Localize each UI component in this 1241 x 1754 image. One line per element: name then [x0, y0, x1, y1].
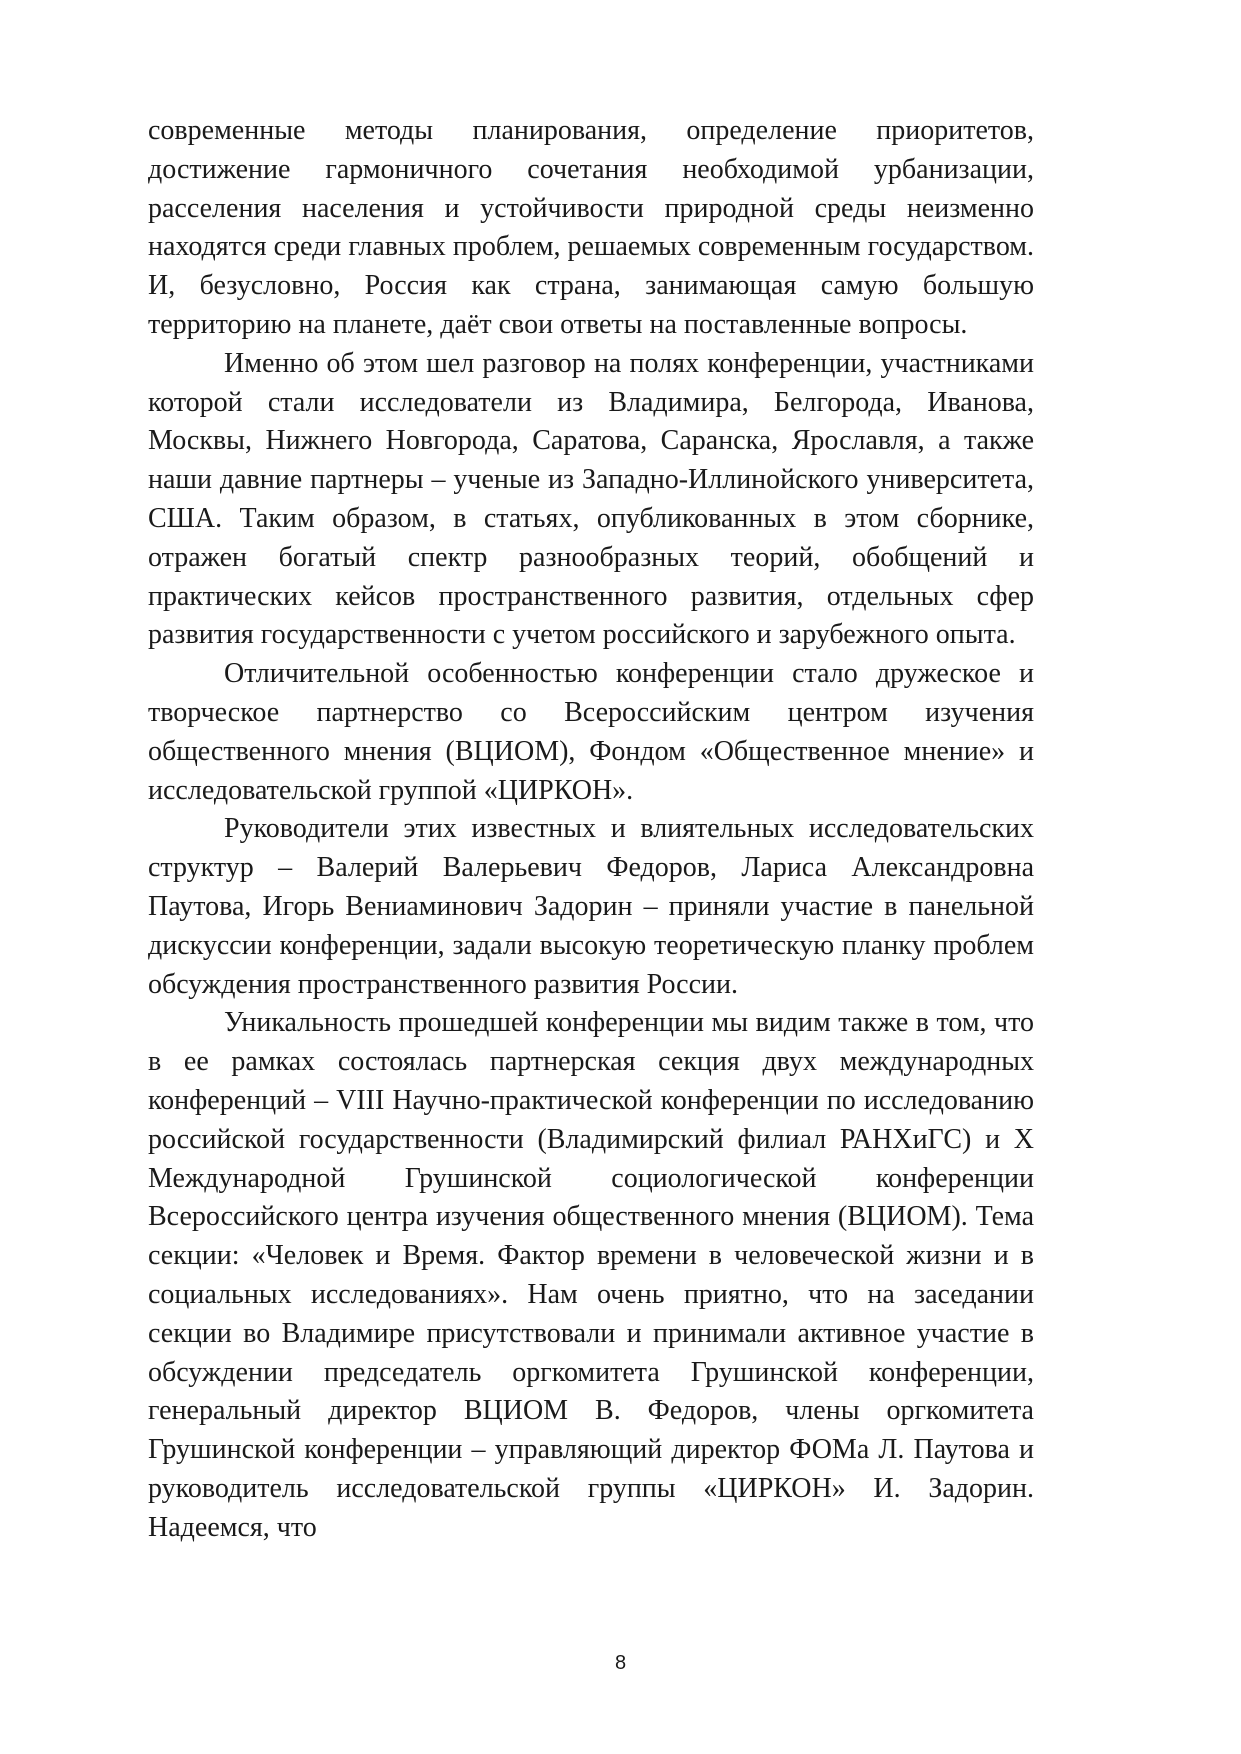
page-number: 8 — [614, 1652, 627, 1674]
paragraph-continuation: современные методы планирования, определение приоритетов, достижение гармоничного сочетания необходимой урбанизации, расселения населения и устойчивости природной среды неизменно находятся среди главных проблем, решаемых современным государством. И, безусловно, Россия как страна, занимающая самую большую территорию на планете, даёт свои ответы на поставленные вопросы. — [148, 115, 1034, 340]
paragraph-leaders: Руководители этих известных и влиятельных исследовательских структур – Валерий Валерьевич Федоров, Лариса Александровна Паутова, Игорь Вениаминович Задорин – приняли участие в панельной дискуссии конференции, задали высокую теоретическую планку проблем обсуждения пространственного развития России. — [148, 813, 1034, 1000]
paragraph-uniqueness: Уникальность прошедшей конференции мы видим также в том, что в ее рамках состоялась партнерская секция двух международных конференций – VIII Научно-практической конференции по исследованию российской государственности (Владимирский филиал РАНХиГС) и X Международной Грушинской социологической конференции Всероссийского центра изучения общественного мнения (ВЦИОМ). Тема секции: «Человек и Время. Фактор времени в человеческой жизни и в социальных исследованиях». Нам очень приятно, что на заседании секции во Владимире присутствовали и принимали активное участие в обсуждении председатель оргкомитета Грушинской конференции, генеральный директор ВЦИОМ В. Федоров, члены оргкомитета Грушинской конференции – управляющий директор ФОМа Л. Паутова и руководитель исследовательской группы «ЦИРКОН» И. Задорин. Надеемся, что — [148, 1007, 1034, 1543]
page-body — [148, 112, 1034, 1547]
paragraph-partnership: Отличительной особенностью конференции стало дружеское и творческое партнерство со Всероссийским центром изучения общественного мнения (ВЦИОМ), Фондом «Общественное мнение» и исследовательской группой «ЦИРКОН». — [148, 658, 1034, 806]
paragraph-conference-participants: Именно об этом шел разговор на полях конференции, участниками которой стали исследователи из Владимира, Белгорода, Иванова, Москвы, Нижнего Новгорода, Саратова, Саранска, Ярославля, а также наши давние партнеры – ученые из Западно-Иллинойского университета, США. Таким образом, в статьях, опубликованных в этом сборнике, отражен богатый спектр разнообразных теорий, обобщений и практических кейсов пространственного развития, отдельных сфер развития государственности с учетом российского и зарубежного опыта. — [148, 347, 1034, 651]
